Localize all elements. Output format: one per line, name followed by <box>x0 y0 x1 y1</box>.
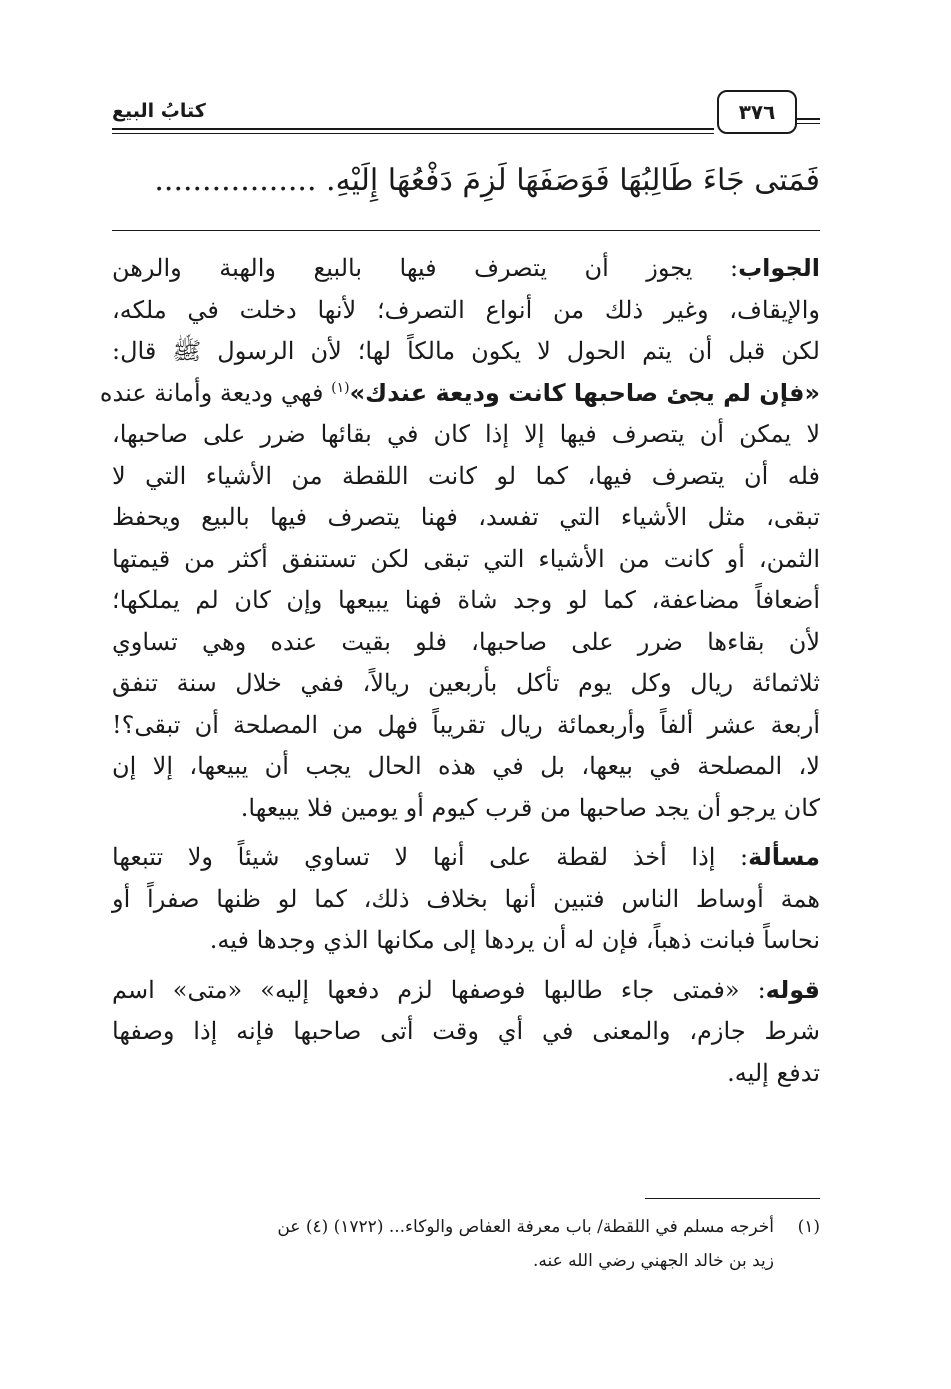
header-rule-right-thin <box>797 123 820 124</box>
paragraph-line: والإيقاف، وغير ذلك من أنواع التصرف؛ لأنها دخلت في ملكه، <box>112 295 820 324</box>
paragraph-line: لا يمكن أن يتصرف فيها إلا إذا كان في بقائها ضرر على صاحبها، <box>112 420 820 448</box>
page-number <box>717 90 797 134</box>
paragraph-line: كان يرجو أن يجد صاحبها من قرب كيوم أو يومين فلا يبيعها. <box>240 793 820 822</box>
paragraph-line: قوله: «فمتى جاء طالبها فوصفها لزم دفعها إليه» «متى» اسم <box>112 975 820 1004</box>
paragraph-line: تدفع إليه. <box>727 1058 820 1087</box>
footnotes <box>112 1210 820 1278</box>
answer-heading: الجواب <box>738 254 820 282</box>
header-rule-right <box>797 118 820 120</box>
paragraph-line: نحاساً فبانت ذهباً، فإن له أن يردها إلى مكانها الذي وجدها فيه. <box>209 926 820 954</box>
paragraph-line: مسألة: إذا أخذ لقطة على أنها لا تساوي شيئاً ولا تتبعها <box>112 843 820 871</box>
answer-paragraph <box>99 248 820 829</box>
page-number-text: ٣٧٦ <box>738 100 776 124</box>
paragraph-line: لكن قبل أن يتم الحول لا يكون مالكاً لها؛ لأن الرسول ﷺ قال: <box>112 337 820 365</box>
commentary-body <box>99 248 820 1102</box>
footnote-number: (١) <box>797 1217 820 1237</box>
footnote-item-continued <box>112 1244 820 1278</box>
book-title: كتابُ البيع <box>112 100 206 122</box>
paragraph-line: فله أن يتصرف فيها، كما لو كانت اللقطة من الأشياء التي لا <box>112 461 820 490</box>
paragraph-line: «فإن لم يجئ صاحبها كانت وديعة عندك»$^{(١)}$ فهي وديعة وأمانة عنده <box>99 378 820 407</box>
saying-paragraph <box>112 970 820 1095</box>
matn-divider <box>112 230 820 231</box>
matn-text <box>112 156 820 206</box>
paragraph-line: لأن بقاءها ضرر على صاحبها، فلو بقيت عنده وهي تساوي <box>112 627 820 656</box>
header-rule-thin <box>112 133 714 134</box>
issue-paragraph <box>112 837 820 962</box>
footnote-reference[interactable]: (١) <box>331 379 350 396</box>
paragraph-line: ثلاثمائة ريال وكل يوم تأكل بأربعين ريالاً، ففي خلال سنة تنفق <box>112 669 820 697</box>
paragraph-line: شرط جازم، والمعنى في أي وقت أتى صاحبها فإنه إذا وصفها <box>112 1017 820 1045</box>
paragraph-line: لا، المصلحة في بيعها، بل في هذه الحال يجب أن يبيعها، إلا إن <box>112 752 820 780</box>
footnote-text: أخرجه مسلم في اللقطة/ باب معرفة العفاص والوكاء... (١٧٢٢) (٤) عن <box>277 1217 774 1237</box>
paragraph-line: أضعافاً مضاعفة، كما لو وجد شاة فهنا يبيعها وإن كان لم يملكها؛ <box>112 586 820 614</box>
matn-dots: ................. <box>154 163 317 198</box>
paragraph-line: الثمن، أو كانت من الأشياء التي تبقى لكن تستنفق أكثر من قيمتها <box>112 544 820 573</box>
paragraph-line: همة أوساط الناس فتبين أنها بخلاف ذلك، كما لو ظنها صفراً أو <box>112 884 820 913</box>
paragraph-line: الجواب: يجوز أن يتصرف فيها بالبيع والهبة والرهن <box>112 254 820 282</box>
matn-line: فَمَتى جَاءَ طَالِبُهَا فَوَصَفَهَا لَزِمَ دَفْعُهَا إِلَيْهِ. <box>326 163 820 198</box>
saying-heading: قوله <box>765 975 820 1004</box>
footnote-divider <box>645 1198 820 1199</box>
header-rule <box>112 128 714 130</box>
issue-heading: مسألة <box>748 843 820 871</box>
paragraph-line: أربعة عشر ألفاً وأربعمائة ريال تقريباً فهل من المصلحة أن تبقى؟! <box>112 710 820 739</box>
paragraph-line: تبقى، مثل الأشياء التي تفسد، فهنا يتصرف فيها بالبيع ويحفظ <box>112 503 820 531</box>
footnote-item <box>112 1210 820 1244</box>
hadith-quote: «فإن لم يجئ صاحبها كانت وديعة عندك» <box>349 378 820 407</box>
footnote-text: زيد بن خالد الجهني رضي الله عنه. <box>532 1251 774 1271</box>
page-header <box>112 88 820 150</box>
